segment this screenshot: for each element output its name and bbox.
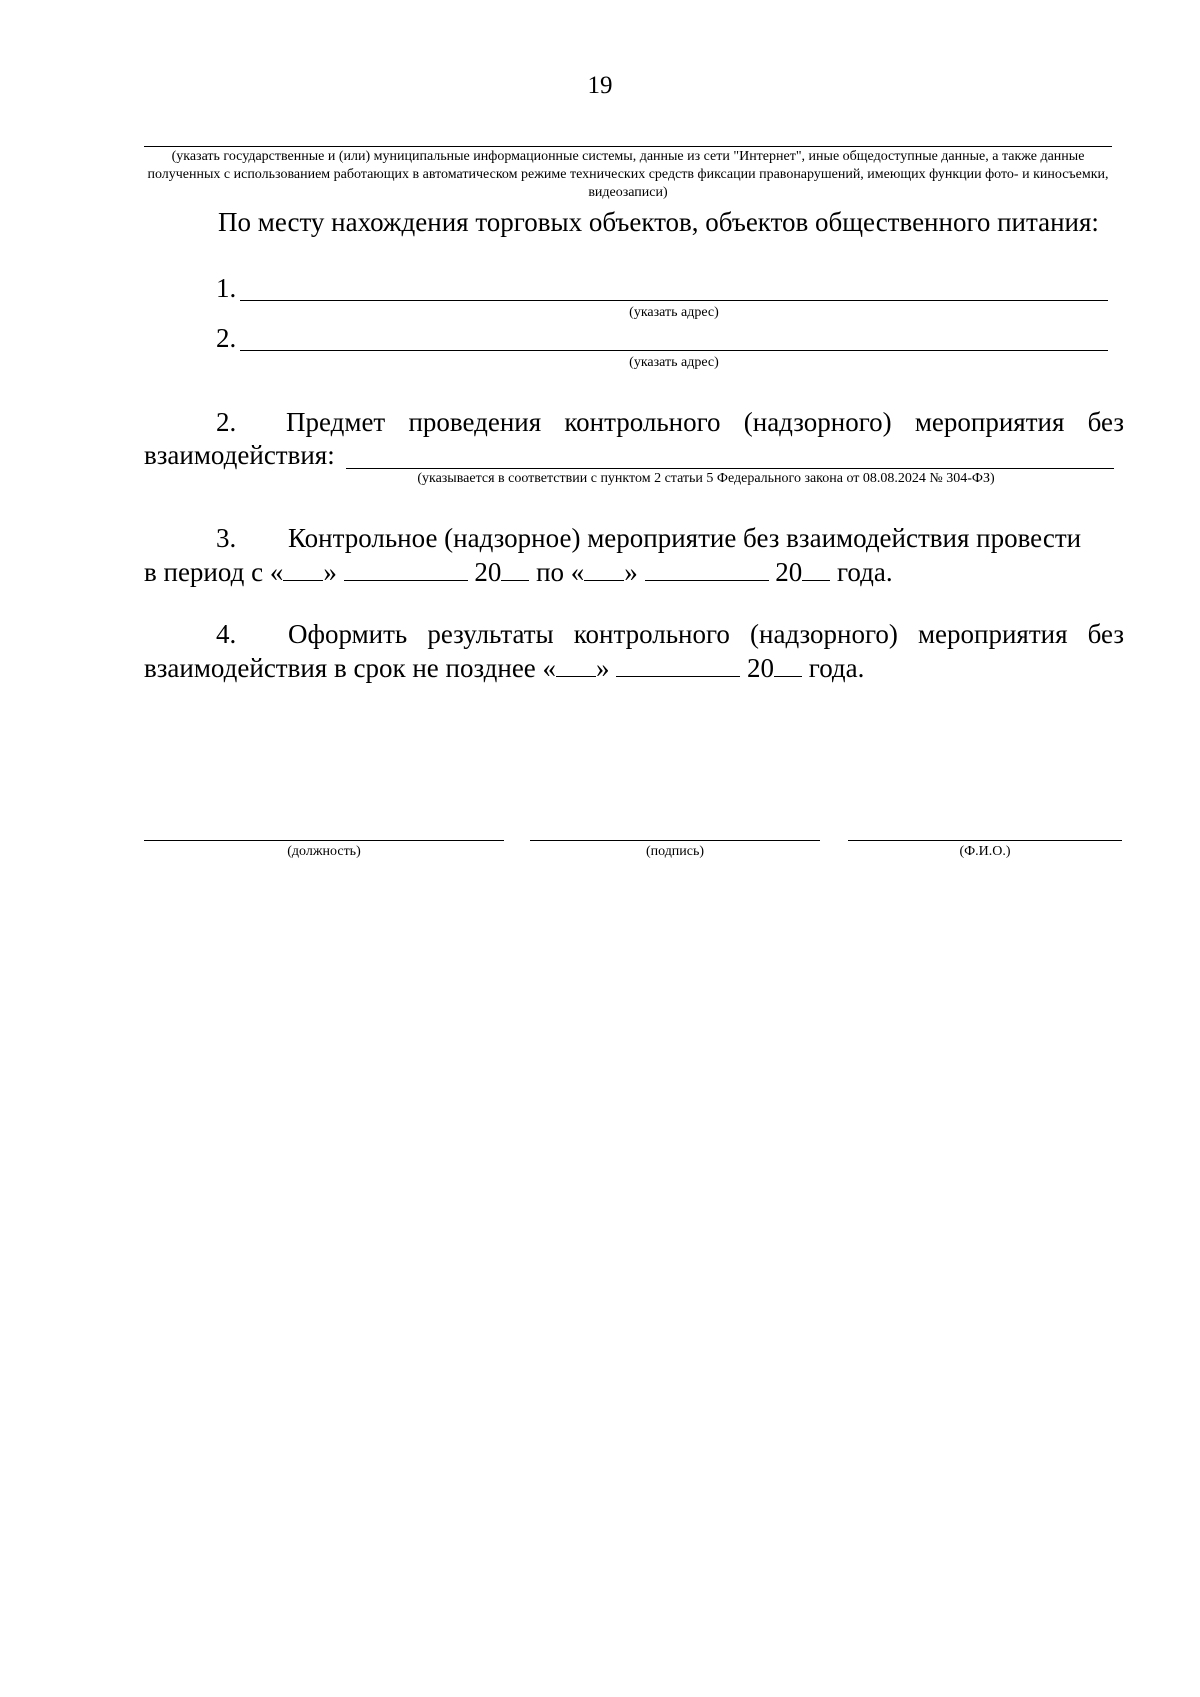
section2-text-content: Предмет проведения контрольного (надзорного) мероприятия без взаимодействия: [144,407,1124,470]
section4-deadline-prefix: взаимодействия в срок не позднее « [144,653,557,683]
section3-end-quote-close: » [624,557,638,587]
section3-end-month-field[interactable] [645,556,769,581]
section3-end-year-prefix: 20 [775,557,803,587]
section3-period-prefix: в период с « [144,557,284,587]
section3-start-year-prefix: 20 [474,557,502,587]
name-caption: (Ф.И.О.) [959,844,1011,859]
section4-suffix: года. [808,653,865,683]
info-systems-line[interactable] [144,146,1112,147]
section3-end-year-field[interactable] [802,556,830,581]
position-line[interactable] [144,840,504,841]
name-line[interactable] [848,840,1122,841]
address-item-1-caption: (указать адрес) [629,305,719,320]
page-number: 19 [587,72,613,99]
section4-line2 [144,652,864,685]
address-item-1-line[interactable] [240,300,1108,301]
section2-text [144,406,1124,472]
section2-number: 2. [216,407,237,437]
section3-line2 [144,556,893,589]
section2-caption: (указывается в соответствии с пунктом 2 статьи 5 Федерального закона от 08.08.2024 № 304-ФЗ) [417,471,995,486]
section3-number: 3. [216,523,237,553]
address-item-2-line[interactable] [240,350,1108,351]
section4-day-field[interactable] [556,652,596,677]
section4-year-field[interactable] [774,652,802,677]
info-systems-caption: (указать государственные и (или) муниципальные информационные системы, данные из сети "Интернет", иные общедоступные данные, а также данные полученных с использованием работающих в автоматическом режиме технических средств фиксации правонарушений, имеющих функции фото- и киносъемки, видеозаписи) [147,149,1109,200]
section3-start-quote-close: » [323,557,337,587]
section3-start-year-field[interactable] [501,556,529,581]
location-intro: По месту нахождения торговых объектов, объектов общественного питания: [218,207,1099,237]
section4-quote-close: » [596,653,610,683]
section4-number: 4. [216,619,237,649]
section3-by-word: по « [536,557,585,587]
address-item-2-caption: (указать адрес) [629,355,719,370]
section4-line1: Оформить результаты контрольного (надзорного) мероприятия без [288,619,1124,649]
section2-subject-line[interactable] [346,468,1114,469]
section3-end-day-field[interactable] [584,556,624,581]
section4-year-prefix: 20 [747,653,775,683]
section3-start-day-field[interactable] [283,556,323,581]
address-item-2-label: 2. [216,323,237,353]
section4-month-field[interactable] [616,652,740,677]
section3-line1: Контрольное (надзорное) мероприятие без взаимодействия провести [288,523,1082,553]
address-item-1-label: 1. [216,273,237,303]
signature-line[interactable] [530,840,820,841]
section3-suffix: года. [837,557,893,587]
section3-start-month-field[interactable] [344,556,468,581]
position-caption: (должность) [287,844,361,859]
signature-caption: (подпись) [645,844,705,859]
